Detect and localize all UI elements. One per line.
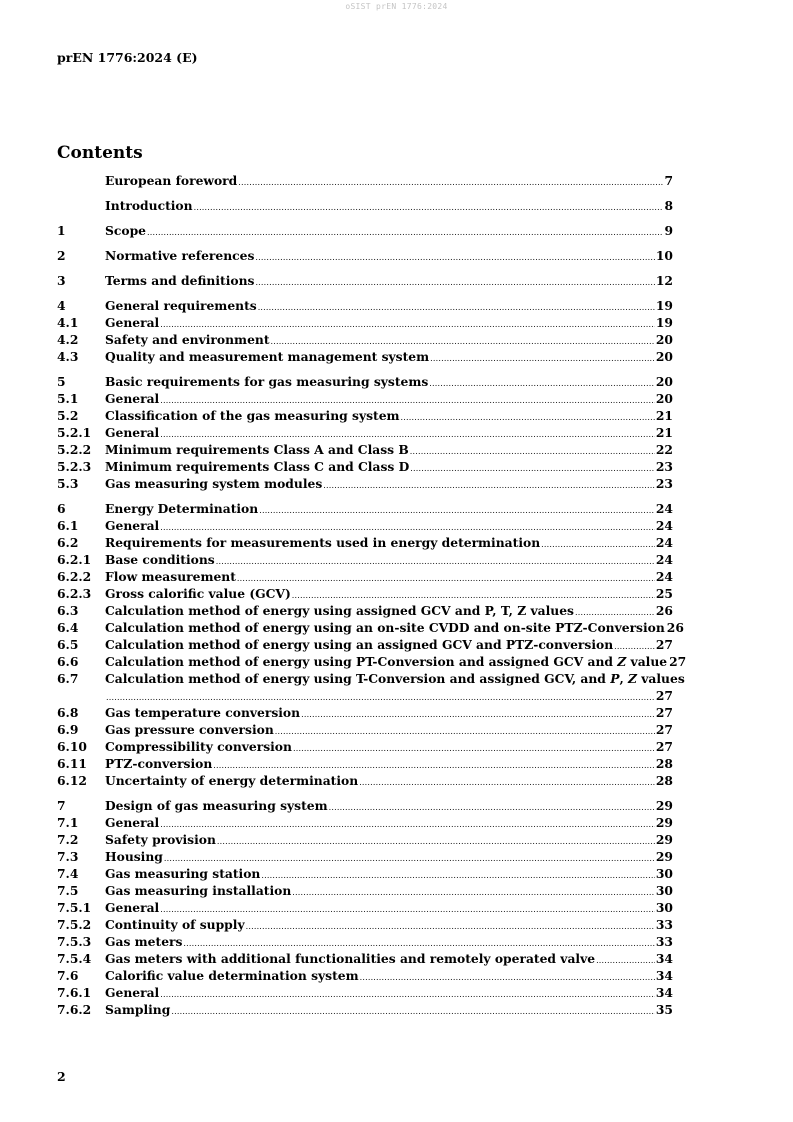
toc-dot-leader <box>217 833 655 850</box>
toc-entry-page: 24 <box>655 501 673 516</box>
toc-entry-page: 30 <box>655 866 673 881</box>
toc-entry[interactable] <box>57 848 673 865</box>
toc-entry[interactable] <box>57 814 673 831</box>
toc-dot-leader <box>301 706 655 723</box>
toc-dot-leader <box>237 570 655 587</box>
toc-entry[interactable] <box>57 797 673 814</box>
toc-entry-page: 26 <box>666 620 684 635</box>
toc-entry-page: 29 <box>655 798 673 813</box>
toc-entry-title: Gas meters <box>105 934 183 949</box>
toc-entry-number: 6.6 <box>57 654 79 669</box>
toc-entry[interactable] <box>57 899 673 916</box>
toc-entry[interactable] <box>57 568 673 585</box>
toc-entry-title: Compressibility conversion <box>105 739 292 754</box>
toc-entry-number: 7.6.2 <box>57 1002 92 1017</box>
toc-entry-number: 7 <box>57 798 66 813</box>
toc-entry-number: 6.4 <box>57 620 79 635</box>
toc-entry[interactable] <box>57 653 687 670</box>
toc-entry-title: General <box>105 985 160 1000</box>
toc-entry-title: Design of gas measuring system <box>105 798 328 813</box>
toc-entry-number: 6.12 <box>57 773 87 788</box>
toc-entry-number: 7.5 <box>57 883 79 898</box>
toc-entry[interactable] <box>57 772 673 789</box>
toc-entry-title: Sampling <box>105 1002 171 1017</box>
toc-entry-page: 27 <box>669 654 687 669</box>
toc-dot-leader <box>401 409 655 426</box>
toc-entry-title: Gas temperature conversion <box>105 705 301 720</box>
toc-entry-number: 6.9 <box>57 722 79 737</box>
toc-entry-number: 5.2.2 <box>57 442 92 457</box>
toc-entry[interactable] <box>57 348 673 365</box>
toc-dot-leader <box>430 350 655 367</box>
toc-entry[interactable] <box>57 534 673 551</box>
toc-entry[interactable] <box>57 222 673 239</box>
toc-entry-page: 21 <box>655 408 673 423</box>
toc-entry[interactable] <box>57 865 673 882</box>
toc-entry-page: 20 <box>655 374 673 389</box>
toc-entry[interactable] <box>57 585 673 602</box>
toc-entry-title: General <box>105 425 160 440</box>
toc-entry-title: General <box>105 315 160 330</box>
toc-entry-title: Quality and measurement management system <box>105 349 430 364</box>
toc-dot-leader <box>255 249 654 266</box>
toc-entry-title: PTZ-conversion <box>105 756 213 771</box>
toc-entry-title: Gas measuring system modules <box>105 476 323 491</box>
toc-entry-title: Base conditions <box>105 552 215 567</box>
toc-entry-title: Safety provision <box>105 832 216 847</box>
toc-entry-page: 19 <box>655 298 673 313</box>
toc-entry-title: Terms and definitions <box>105 273 255 288</box>
toc-entry[interactable] <box>57 831 673 848</box>
toc-entry-page: 34 <box>655 968 673 983</box>
toc-entry[interactable] <box>57 441 673 458</box>
toc-entry-title: Calorific value determination system <box>105 968 359 983</box>
toc-entry-number: 5.2 <box>57 408 79 423</box>
toc-entry-title: Calculation method of energy using an assigned GCV and PTZ-conversion <box>105 637 614 652</box>
toc-entry-title: Calculation method of energy using PT-Conversion and assigned GCV and Z value <box>105 654 668 669</box>
toc-entry[interactable] <box>57 1001 673 1018</box>
toc-entry-page: 29 <box>655 815 673 830</box>
toc-group <box>57 247 673 264</box>
toc-entry-number: 6.8 <box>57 705 79 720</box>
toc-entry[interactable] <box>57 297 673 314</box>
toc-entry-page: 34 <box>655 985 673 1000</box>
toc-entry-title: Minimum requirements Class A and Class B <box>105 442 409 457</box>
toc-dot-leader <box>261 867 655 884</box>
toc-entry-number: 4 <box>57 298 66 313</box>
toc-entry-number: 7.5.4 <box>57 951 92 966</box>
toc-entry[interactable] <box>57 602 673 619</box>
toc-entry-page: 12 <box>655 273 673 288</box>
toc-entry[interactable] <box>57 551 673 568</box>
toc-entry-page: 10 <box>655 248 673 263</box>
toc-entry-number: 3 <box>57 273 66 288</box>
toc-entry-title: Uncertainty of energy determination <box>105 773 359 788</box>
toc-entry-title: Energy Determination <box>105 501 259 516</box>
toc-entry[interactable] <box>57 738 673 755</box>
toc-entry[interactable] <box>57 172 673 189</box>
toc-entry[interactable] <box>57 704 673 721</box>
toc-entry-number: 7.1 <box>57 815 79 830</box>
toc-entry-title: Calculation method of energy using assigned GCV and P, T, Z values <box>105 603 574 618</box>
toc-entry-number: 6.10 <box>57 739 87 754</box>
toc-dot-leader <box>171 1003 655 1020</box>
toc-entry-number: 5.2.1 <box>57 425 92 440</box>
toc-entry-number: 7.5.1 <box>57 900 92 915</box>
toc-entry-number: 7.5.3 <box>57 934 92 949</box>
toc-entry-page: 35 <box>655 1002 673 1017</box>
contents-heading: Contents <box>57 143 143 163</box>
toc-entry[interactable] <box>57 247 673 264</box>
toc-dot-leader <box>360 969 655 986</box>
toc-entry-page: 24 <box>655 535 673 550</box>
toc-group <box>57 222 673 239</box>
toc-entry[interactable] <box>57 458 673 475</box>
toc-dot-leader <box>275 723 655 740</box>
toc-entry[interactable] <box>57 331 673 348</box>
toc-entry-number: 6.2.3 <box>57 586 92 601</box>
toc-entry[interactable] <box>57 882 673 899</box>
toc-entry-title: Gas measuring station <box>105 866 261 881</box>
toc-entry-page: 30 <box>655 883 673 898</box>
table-of-contents <box>57 172 687 1026</box>
toc-dot-leader <box>410 443 655 460</box>
toc-entry-number: 6.11 <box>57 756 87 771</box>
toc-group <box>57 272 673 289</box>
toc-dot-leader <box>541 536 655 553</box>
toc-dot-leader <box>329 799 655 816</box>
toc-entry[interactable] <box>57 933 673 950</box>
toc-entry[interactable] <box>57 272 673 289</box>
toc-dot-leader <box>323 477 655 494</box>
toc-entry-title: General <box>105 815 160 830</box>
toc-entry-title: General <box>105 391 160 406</box>
toc-entry-number: 2 <box>57 248 66 263</box>
toc-entry-page: 29 <box>655 849 673 864</box>
toc-entry[interactable] <box>57 916 673 933</box>
toc-entry[interactable] <box>57 755 673 772</box>
toc-dot-leader <box>147 224 663 241</box>
toc-entry-page: 23 <box>655 476 673 491</box>
toc-entry[interactable] <box>57 619 684 636</box>
toc-entry-title: General <box>105 900 160 915</box>
toc-entry-title: Calculation method of energy using an on-site CVDD and on-site PTZ-Conversion <box>105 620 665 635</box>
toc-group <box>57 500 687 789</box>
toc-entry-page: 8 <box>664 198 673 213</box>
toc-entry[interactable] <box>57 475 673 492</box>
toc-entry-title: Flow measurement <box>105 569 236 584</box>
toc-entry-title: Introduction <box>105 198 193 213</box>
toc-entry-number: 7.4 <box>57 866 79 881</box>
toc-entry-title: Calculation method of energy using T-Conversion and assigned GCV, and P, Z values <box>105 671 685 686</box>
toc-dot-leader <box>194 199 664 216</box>
toc-dot-leader <box>216 553 655 570</box>
toc-entry-title: Basic requirements for gas measuring systems <box>105 374 429 389</box>
toc-entry-title: Housing <box>105 849 163 864</box>
toc-entry-title: Requirements for measurements used in energy determination <box>105 535 541 550</box>
toc-entry-number: 6.1 <box>57 518 79 533</box>
toc-entry-page: 22 <box>655 442 673 457</box>
toc-entry-number: 7.2 <box>57 832 79 847</box>
toc-dot-leader <box>429 375 655 392</box>
toc-entry[interactable] <box>57 636 673 653</box>
toc-entry-page: 19 <box>655 315 673 330</box>
toc-entry-page: 7 <box>664 173 673 188</box>
toc-entry-title: Continuity of supply <box>105 917 245 932</box>
toc-entry-page: 25 <box>655 586 673 601</box>
toc-entry-page: 21 <box>655 425 673 440</box>
toc-entry-number: 6.3 <box>57 603 79 618</box>
toc-entry-number: 7.5.2 <box>57 917 92 932</box>
toc-entry-title: Gas pressure conversion <box>105 722 274 737</box>
toc-dot-leader <box>255 274 654 291</box>
toc-entry-number: 7.6.1 <box>57 985 92 1000</box>
toc-entry[interactable] <box>57 721 673 738</box>
toc-entry-page: 24 <box>655 518 673 533</box>
toc-group <box>57 172 673 189</box>
toc-entry-title: Gas meters with additional functionalities and remotely operated valve <box>105 951 596 966</box>
toc-entry[interactable] <box>57 670 685 687</box>
toc-dot-leader <box>359 774 655 791</box>
toc-entry[interactable] <box>57 197 673 214</box>
toc-dot-leader <box>246 918 655 935</box>
toc-entry-page: 28 <box>655 756 673 771</box>
toc-entry-page: 27 <box>655 722 673 737</box>
toc-entry-title: Normative references <box>105 248 255 263</box>
toc-entry-number: 5.1 <box>57 391 79 406</box>
toc-entry-page: 33 <box>655 917 673 932</box>
toc-entry-number: 7.6 <box>57 968 79 983</box>
toc-group <box>57 297 673 365</box>
toc-group <box>57 797 673 1018</box>
toc-entry-page: 20 <box>655 332 673 347</box>
toc-entry-number: 6.2.2 <box>57 569 92 584</box>
toc-entry-number: 5 <box>57 374 66 389</box>
toc-entry-number: 4.1 <box>57 315 79 330</box>
toc-dot-leader <box>259 502 655 519</box>
toc-entry-number: 1 <box>57 223 66 238</box>
toc-entry-page: 20 <box>655 391 673 406</box>
toc-dot-leader <box>292 884 655 901</box>
toc-entry-number: 6 <box>57 501 66 516</box>
toc-entry-page: 28 <box>655 773 673 788</box>
toc-entry-number: 6.7 <box>57 671 79 686</box>
toc-entry[interactable] <box>57 373 673 390</box>
page-number: 2 <box>57 1069 66 1084</box>
toc-entry-title: Gross calorific value (GCV) <box>105 586 291 601</box>
toc-entry-page: 27 <box>655 739 673 754</box>
toc-entry-title: Scope <box>105 223 146 238</box>
toc-entry-number: 5.2.3 <box>57 459 92 474</box>
toc-entry-page: 27 <box>655 688 673 703</box>
toc-entry-number: 4.3 <box>57 349 79 364</box>
toc-dot-leader <box>596 952 655 969</box>
toc-entry-number: 4.2 <box>57 332 79 347</box>
toc-entry[interactable] <box>57 967 673 984</box>
toc-entry-page: 27 <box>655 637 673 652</box>
toc-group <box>57 373 673 492</box>
toc-entry-page: 30 <box>655 900 673 915</box>
toc-entry-title: European foreword <box>105 173 238 188</box>
toc-entry-title: Minimum requirements Class C and Class D <box>105 459 410 474</box>
toc-entry-page: 26 <box>655 603 673 618</box>
toc-dot-leader <box>293 740 655 757</box>
toc-entry-page: 29 <box>655 832 673 847</box>
toc-entry-page: 24 <box>655 552 673 567</box>
toc-entry-number: 6.2.1 <box>57 552 92 567</box>
toc-entry-title: Gas measuring installation <box>105 883 292 898</box>
toc-entry-page: 9 <box>664 223 673 238</box>
toc-entry-number: 5.3 <box>57 476 79 491</box>
toc-entry[interactable] <box>57 517 673 534</box>
toc-entry-page: 34 <box>655 951 673 966</box>
toc-entry-page: 27 <box>655 705 673 720</box>
toc-entry-page: 24 <box>655 569 673 584</box>
toc-entry-number: 6.2 <box>57 535 79 550</box>
toc-entry-title: Safety and environment <box>105 332 270 347</box>
toc-entry[interactable] <box>57 390 673 407</box>
toc-dot-leader <box>410 460 655 477</box>
document-id: prEN 1776:2024 (E) <box>57 50 198 65</box>
toc-entry-title: General <box>105 518 160 533</box>
toc-entry-number: 6.5 <box>57 637 79 652</box>
toc-entry[interactable] <box>57 984 673 1001</box>
toc-dot-leader <box>258 299 655 316</box>
toc-entry-page: 33 <box>655 934 673 949</box>
toc-group <box>57 197 673 214</box>
toc-entry-page: 23 <box>655 459 673 474</box>
toc-entry[interactable] <box>57 687 673 704</box>
toc-entry-title: General requirements <box>105 298 257 313</box>
toc-dot-leader <box>160 816 655 833</box>
toc-entry[interactable] <box>57 950 673 967</box>
toc-entry-title: Classification of the gas measuring system <box>105 408 400 423</box>
toc-dot-leader <box>160 986 655 1003</box>
toc-entry[interactable] <box>57 424 673 441</box>
toc-entry-number: 7.3 <box>57 849 79 864</box>
toc-entry[interactable] <box>57 500 673 517</box>
toc-entry-page: 20 <box>655 349 673 364</box>
watermark: oSIST prEN 1776:2024 <box>345 2 448 11</box>
toc-entry[interactable] <box>57 314 673 331</box>
toc-dot-leader <box>238 174 663 191</box>
toc-entry[interactable] <box>57 407 673 424</box>
